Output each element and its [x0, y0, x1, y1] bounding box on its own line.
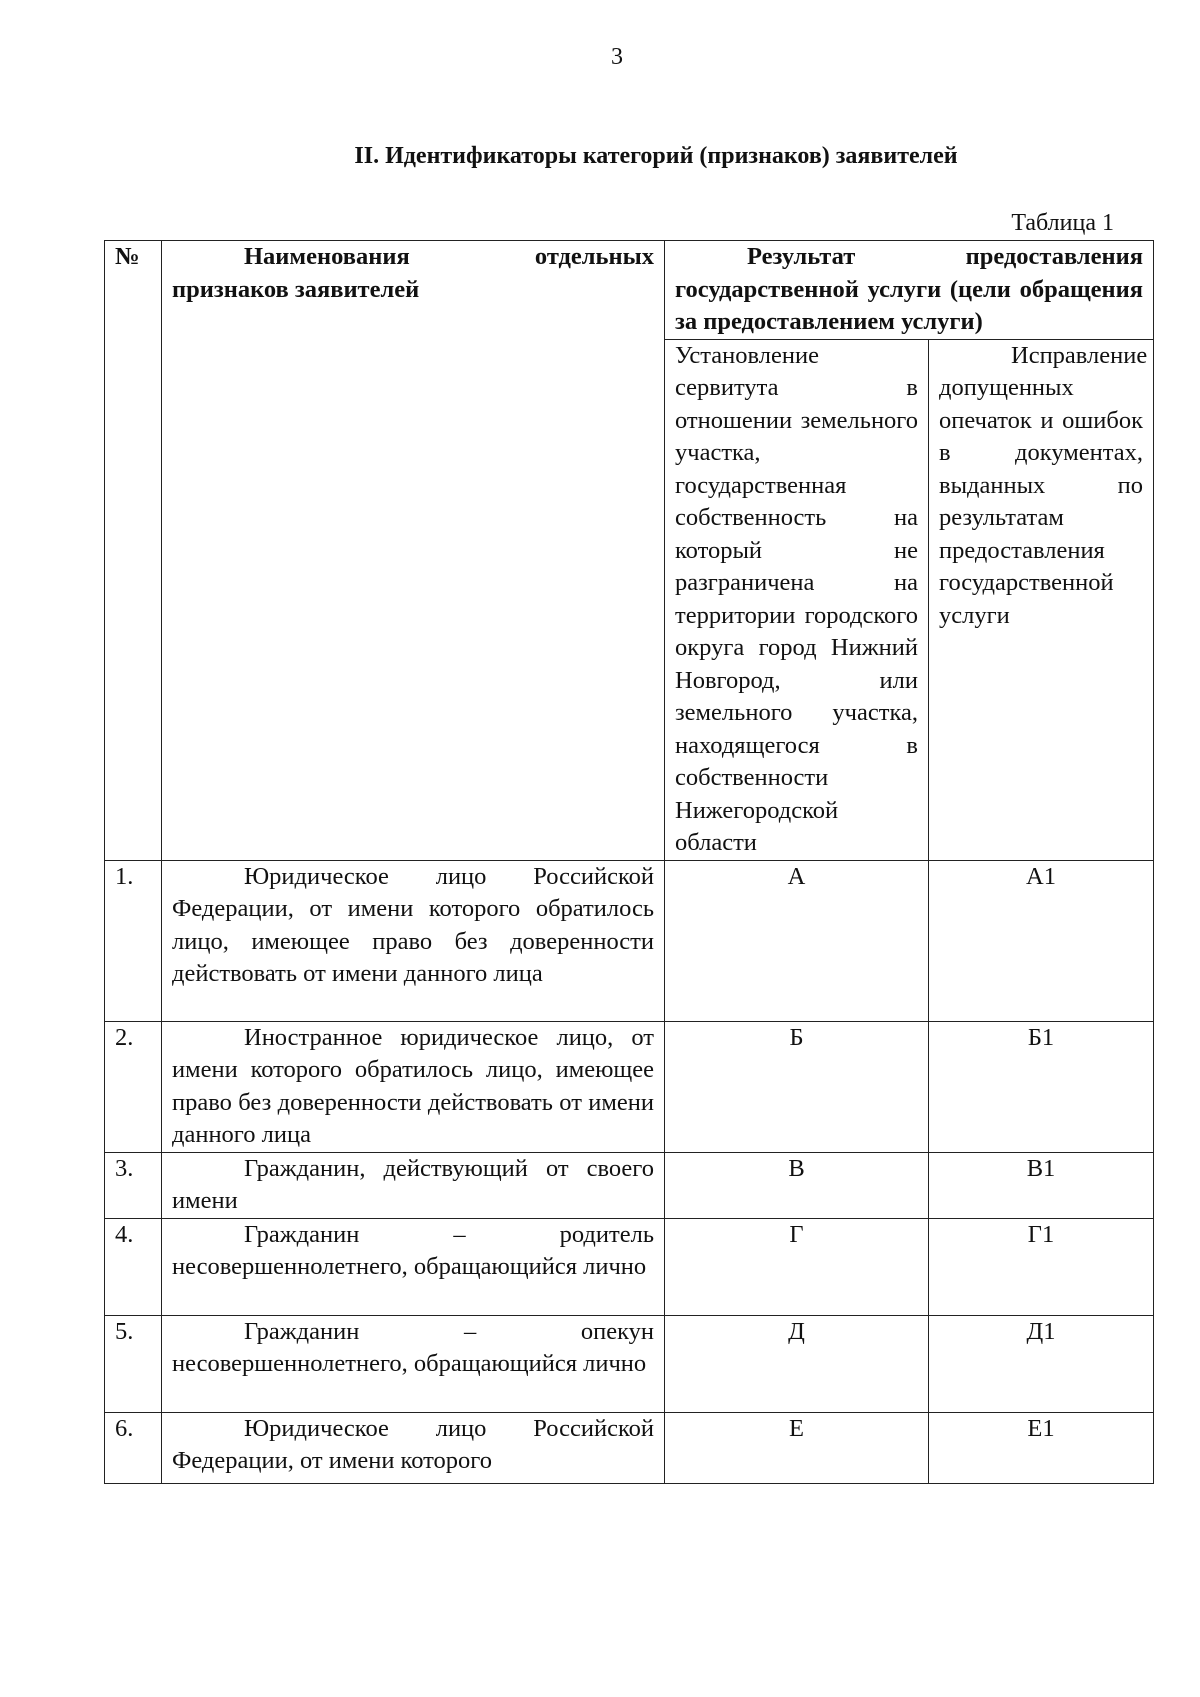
row-code-b: В1	[929, 1152, 1154, 1218]
header-result: Результат предоставления государственной услуги (цели обращения за предоставлением услуги)	[665, 241, 1154, 340]
table-row	[105, 1021, 1154, 1152]
row-code-a: А	[665, 860, 929, 1021]
row-name: Гражданин, действующий от своего имени	[162, 1152, 665, 1218]
table-row	[105, 860, 1154, 1021]
header-result-establishment: Установление сервитута в отношении земельного участка, государственная собственность на который не разграничена на территории городского округа город Нижний Новгород, или земельного участка, находящегося в собственности Нижегородской области	[665, 339, 929, 860]
row-number: 3.	[105, 1152, 162, 1218]
row-number: 5.	[105, 1315, 162, 1412]
row-code-b: Б1	[929, 1021, 1154, 1152]
page-number: 3	[611, 44, 623, 70]
row-code-b: Е1	[929, 1412, 1154, 1483]
header-name: Наименования отдельных признаков заявителей	[162, 241, 665, 861]
row-name: Юридическое лицо Российской Федерации, от имени которого	[162, 1412, 665, 1483]
table-row	[105, 1315, 1154, 1412]
row-code-b: А1	[929, 860, 1154, 1021]
row-name: Юридическое лицо Российской Федерации, от имени которого обратилось лицо, имеющее право без доверенности действовать от имени данного лица	[162, 860, 665, 1021]
row-code-a: В	[665, 1152, 929, 1218]
header-number: №	[105, 241, 162, 861]
table-row	[105, 1218, 1154, 1315]
table-header-row	[105, 241, 1154, 340]
table-row	[105, 1412, 1154, 1483]
row-number: 4.	[105, 1218, 162, 1315]
row-name: Гражданин – родитель несовершеннолетнего, обращающийся лично	[162, 1218, 665, 1315]
table-caption: Таблица 1	[1011, 210, 1114, 236]
row-code-b: Д1	[929, 1315, 1154, 1412]
row-code-a: Г	[665, 1218, 929, 1315]
row-code-b: Г1	[929, 1218, 1154, 1315]
row-name: Иностранное юридическое лицо, от имени которого обратилось лицо, имеющее право без доверенности действовать от имени данного лица	[162, 1021, 665, 1152]
row-number: 6.	[105, 1412, 162, 1483]
row-name: Гражданин – опекун несовершеннолетнего, обращающийся лично	[162, 1315, 665, 1412]
header-result-correction: Исправление допущенных опечаток и ошибок в документах, выданных по результатам предоставления государственной услуги	[929, 339, 1154, 860]
row-number: 1.	[105, 860, 162, 1021]
applicant-categories-table	[104, 240, 1154, 1484]
row-code-a: Е	[665, 1412, 929, 1483]
row-code-a: Д	[665, 1315, 929, 1412]
row-code-a: Б	[665, 1021, 929, 1152]
section-title: II. Идентификаторы категорий (признаков) заявителей	[354, 143, 958, 169]
row-number: 2.	[105, 1021, 162, 1152]
table-row	[105, 1152, 1154, 1218]
